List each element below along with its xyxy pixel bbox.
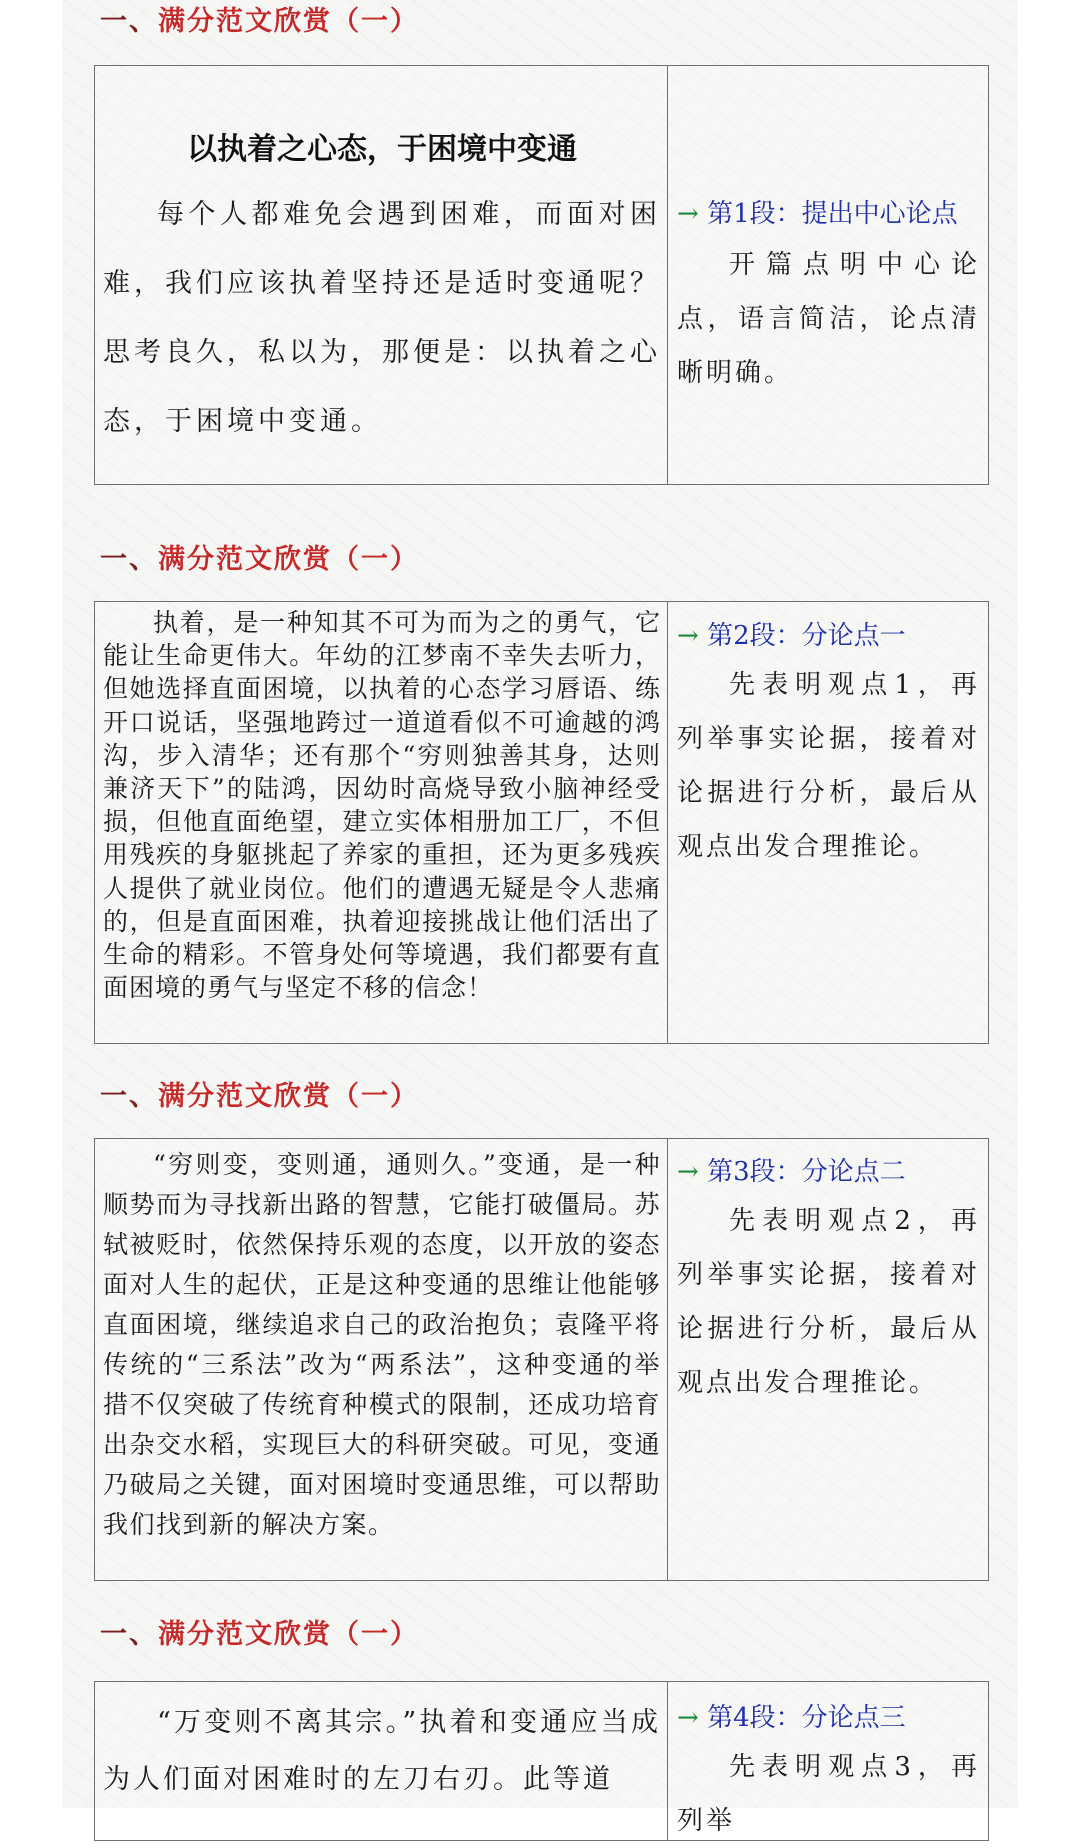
essay-box (94, 1138, 989, 1581)
section-heading (100, 2, 419, 42)
section-heading (100, 540, 419, 580)
heading-text: 满分范文欣赏（一） (158, 1619, 419, 1650)
note-title (677, 1152, 980, 1192)
essay-box (94, 65, 989, 485)
essay-title: 以执着之心态，于困境中变通 (187, 132, 577, 167)
essay-column (103, 606, 661, 1004)
note-column (677, 194, 980, 400)
arrow-icon: → (677, 1703, 699, 1733)
heading-number: 一、 (100, 1081, 158, 1112)
arrow-icon: → (677, 1157, 699, 1187)
heading-text: 满分范文欣赏（一） (158, 544, 419, 575)
heading-number: 一、 (100, 544, 158, 575)
essay-column (103, 1694, 661, 1808)
note-body: 先表明观点3，再列举 (677, 1752, 980, 1836)
essay-column (103, 1145, 661, 1545)
essay-paragraph: “穷则变，变则通，通则久。”变通，是一种顺势而为寻找新出路的智慧，它能打破僵局。苏轼被贬时，依然保持乐观的态度，以开放的姿态面对人生的起伏，正是这种变通的思维让他能够直面困境，继续追求自己的政治抱负；袁隆平将传统的“三系法”改为“两系法”，这种变通的举措不仅突破了传统育种模式的限制，还成功培育出杂交水稻，实现巨大的科研突破。可见，变通乃破局之关键，面对困境时变通思维，可以帮助我们找到新的解决方案。 (103, 1150, 661, 1539)
heading-number: 一、 (100, 6, 158, 37)
note-title-text: 第1段：提出中心论点 (707, 199, 958, 229)
note-title (677, 1698, 980, 1738)
note-body: 先表明观点2，再列举事实论据，接着对论据进行分析，最后从观点出发合理推论。 (677, 1206, 980, 1398)
note-title-text: 第4段：分论点三 (707, 1703, 906, 1733)
essay-paragraph: “万变则不离其宗。”执着和变通应当成为人们面对困难时的左刀右刃。此等道 (103, 1707, 661, 1795)
column-divider (667, 1139, 668, 1580)
note-title (677, 194, 980, 234)
note-title-text: 第2段：分论点一 (707, 621, 906, 651)
section-heading (100, 1077, 419, 1117)
note-body: 开篇点明中心论点，语言简洁，论点清晰明确。 (677, 250, 980, 388)
heading-text: 满分范文欣赏（一） (158, 6, 419, 37)
note-title-text: 第3段：分论点二 (707, 1157, 906, 1187)
arrow-icon: → (677, 621, 699, 651)
heading-number: 一、 (100, 1619, 158, 1650)
essay-box (94, 601, 989, 1044)
column-divider (667, 602, 668, 1043)
note-column (677, 616, 980, 874)
note-column (677, 1152, 980, 1410)
essay-paragraph: 每个人都难免会遇到困难，而面对困难，我们应该执着坚持还是适时变通呢？思考良久，私以为，那便是：以执着之心态，于困境中变通。 (103, 199, 661, 437)
section-heading (100, 1615, 419, 1655)
note-title (677, 616, 980, 656)
column-divider (667, 66, 668, 484)
note-body: 先表明观点1，再列举事实论据，接着对论据进行分析，最后从观点出发合理推论。 (677, 670, 980, 862)
essay-box (94, 1681, 989, 1841)
heading-text: 满分范文欣赏（一） (158, 1081, 419, 1112)
column-divider (667, 1682, 668, 1840)
arrow-icon: → (677, 199, 699, 229)
essay-paragraph: 执着，是一种知其不可为而为之的勇气，它能让生命更伟大。年幼的江梦南不幸失去听力，但她选择直面困境，以执着的心态学习唇语、练开口说话，坚强地跨过一道道看似不可逾越的鸿沟，步入清华；还有那个“穷则独善其身，达则兼济天下”的陆鸿，因幼时高烧导致小脑神经受损，但他直面绝望，建立实体相册加工厂，不但用残疾的身躯挑起了养家的重担，还为更多残疾人提供了就业岗位。他们的遭遇无疑是令人悲痛的，但是直面困难，执着迎接挑战让他们活出了生命的精彩。不管身处何等境遇，我们都要有直面困境的勇气与坚定不移的信念！ (103, 608, 661, 1003)
note-column (677, 1698, 980, 1848)
essay-column (103, 124, 661, 456)
